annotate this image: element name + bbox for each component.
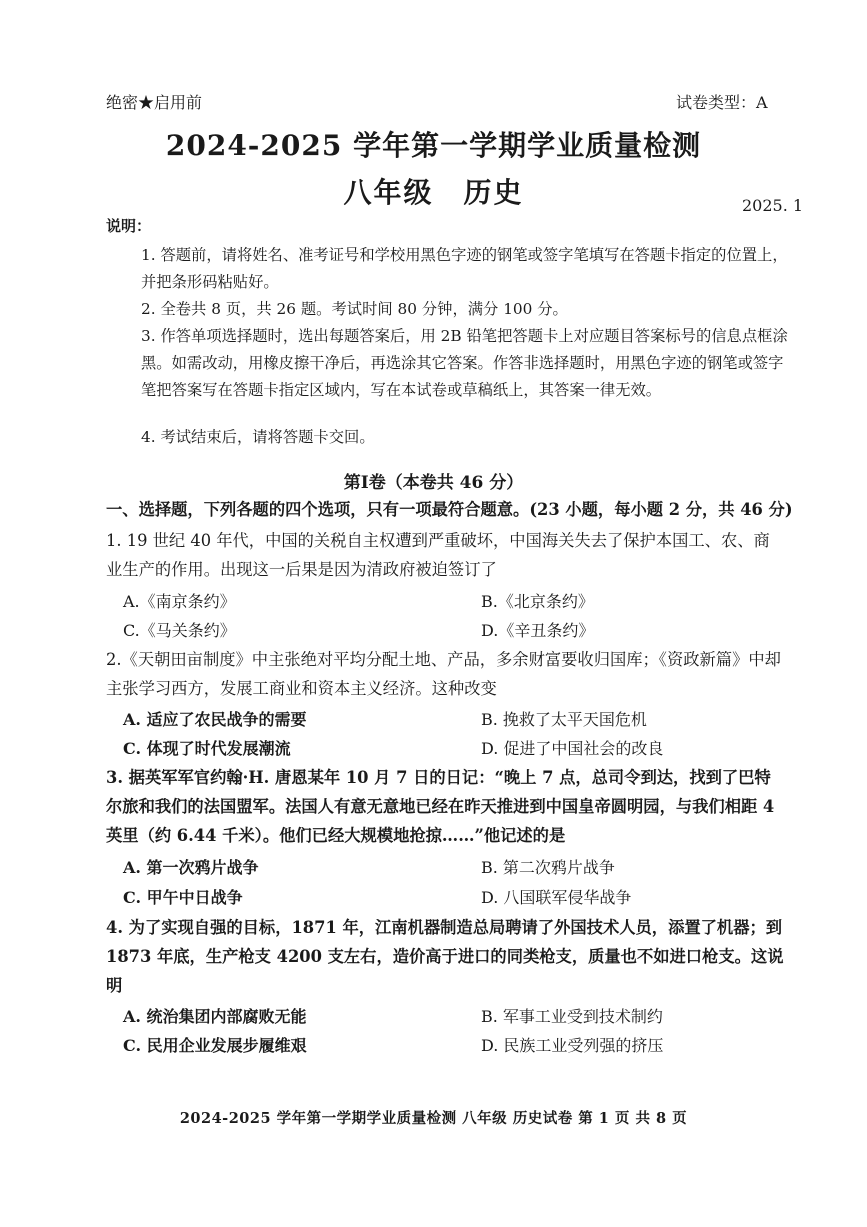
part-title: 一、选择题，下列各题的四个选项，只有一项最符合题意。(23 小题，每小题 2 分，共 46 分)	[106, 500, 793, 519]
question-stem: 3. 据英军军官约翰·H. 唐恩某年 10 月 7 日的日记：“晚上 7 点，总司令到达，找到了巴特尔旅和我们的法国盟军。法国人有意无意地已经在昨天推进到中国皇帝圆明园，与我们相距 4 英里（约 6.44 千米）。他们已经大规模地抢掠……”他记述的是	[106, 768, 775, 845]
option-c: C. 民用企业发展步履维艰	[123, 1036, 307, 1055]
option-b: B. 挽救了太平天国危机	[481, 710, 647, 729]
question-stem: 1. 19 世纪 40 年代，中国的关税自主权遭到严重破坏，中国海关失去了保护本国工、农、商业生产的作用。出现这一后果是因为清政府被迫签订了	[106, 531, 770, 579]
option-c: C.《马关条约》	[123, 621, 236, 640]
option-b: B.《北京条约》	[481, 592, 594, 611]
option-d: D. 民族工业受列强的挤压	[481, 1036, 664, 1055]
option-b: B. 军事工业受到技术制约	[481, 1007, 663, 1026]
instruction-item: 4. 考试结束后，请将答题卡交回。	[141, 428, 375, 446]
option-d: D. 八国联军侵华战争	[481, 888, 632, 907]
option-d: D.《辛丑条约》	[481, 621, 595, 640]
option-a: A. 适应了农民战争的需要	[123, 710, 307, 729]
question-stem: 4. 为了实现自强的目标，1871 年，江南机器制造总局聘请了外国技术人员，添置了机器；到 1873 年底，生产枪支 4200 支左右，造价高于进口的同类枪支，质量也不如进口枪支。这说明	[106, 918, 784, 995]
exam-subtitle: 八年级 历史	[343, 176, 524, 209]
page-footer: 2024-2025 学年第一学期学业质量检测 八年级 历史试卷 第 1 页 共 8 页	[179, 1110, 688, 1127]
instructions-heading: 说明：	[106, 217, 152, 235]
paper-type-label: 试卷类型：A	[676, 93, 768, 112]
confidential-label: 绝密★启用前	[106, 93, 203, 112]
instruction-item: 3. 作答单项选择题时，选出每题答案后，用 2B 铅笔把答题卡上对应题目答案标号的信息点框涂黑。如需改动，用橡皮擦干净后，再选涂其它答案。作答非选择题时，用黑色字迹的钢笔或签字笔把答案写在答题卡指定区域内，写在本试卷或草稿纸上，其答案一律无效。	[141, 327, 788, 399]
option-a: A. 第一次鸦片战争	[123, 858, 259, 877]
instruction-item: 2. 全卷共 8 页，共 26 题。考试时间 80 分钟，满分 100 分。	[141, 300, 568, 318]
option-a: A. 统治集团内部腐败无能	[123, 1007, 307, 1026]
section-title: 第Ⅰ卷（本卷共 46 分）	[343, 473, 524, 493]
question-stem: 2.《天朝田亩制度》中主张绝对平均分配土地、产品，多余财富要收归国库；《资政新篇》中却主张学习西方，发展工商业和资本主义经济。这种改变	[106, 650, 781, 698]
instruction-item: 1. 答题前，请将姓名、准考证号和学校用黑色字迹的钢笔或签字笔填写在答题卡指定的位置上，并把条形码粘贴好。	[141, 246, 788, 291]
option-c: C. 甲午中日战争	[123, 888, 243, 907]
option-d: D. 促进了中国社会的改良	[481, 739, 664, 758]
option-b: B. 第二次鸦片战争	[481, 858, 615, 877]
option-a: A.《南京条约》	[123, 592, 236, 611]
option-c: C. 体现了时代发展潮流	[123, 739, 291, 758]
exam-title: 2024-2025 学年第一学期学业质量检测	[165, 129, 702, 162]
exam-date: 2025. 1	[742, 196, 804, 215]
